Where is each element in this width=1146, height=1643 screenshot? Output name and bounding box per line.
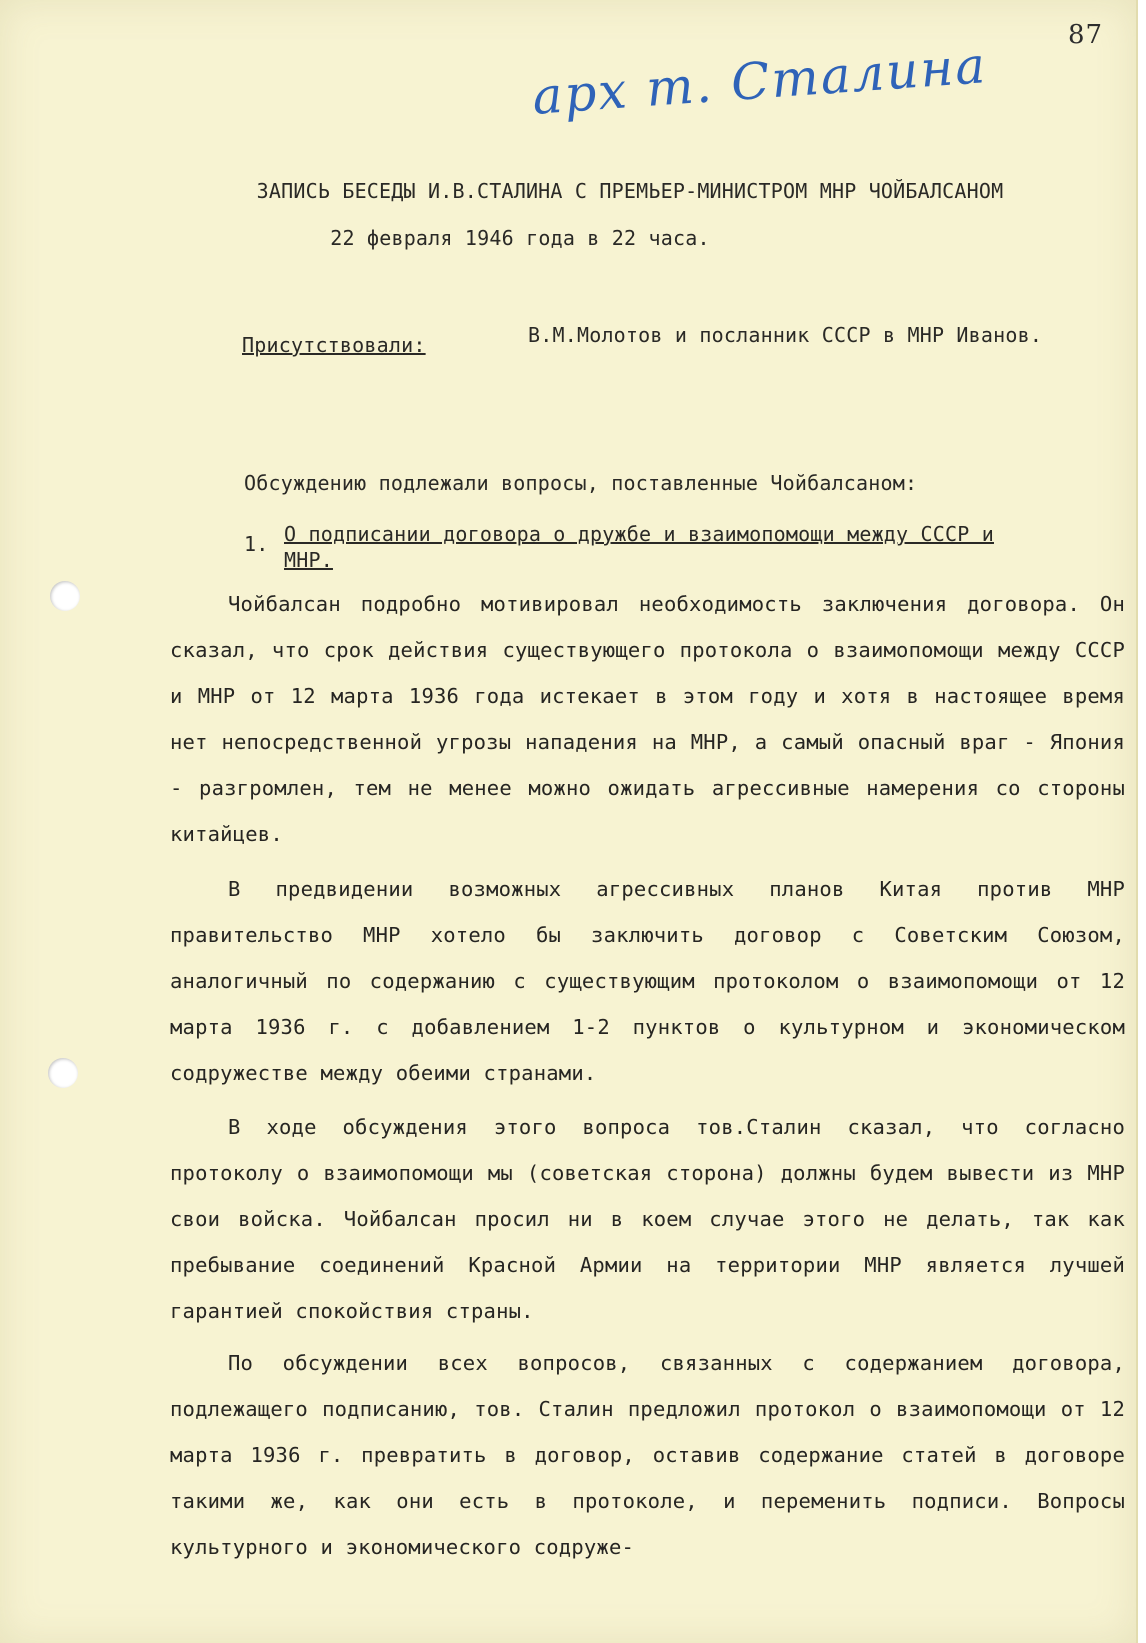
paragraph-1	[170, 581, 1125, 857]
paragraph-4	[170, 1340, 1125, 1570]
attendees-label: Присутствовали:	[242, 333, 426, 357]
paragraph-text: В предвидении возможных агрессивных планов Китая против МНР правительство МНР хотело бы заключить договор с Советским Союзом, аналогичный по содержанию с существующим протоколом о взаимопомощи от 12 марта 1936 г. с добавлением 1-2 пунктов о культурном и экономическом содружестве между обеими странами.	[170, 877, 1125, 1085]
document-date: 22 февраля 1946 года в 22 часа.	[330, 226, 710, 250]
paragraph-2	[170, 866, 1125, 1096]
paragraph-text: По обсуждении всех вопросов, связанных с содержанием договора, подлежащего подписанию, тов. Сталин предложил протокол о взаимопомощи от 12 марта 1936 г. превратить в договор, оставив содержание статей в договоре такими же, как они есть в протоколе, и переменить подписи. Вопросы культурного и экономического содруже-	[170, 1351, 1125, 1559]
paragraph-text: Чойбалсан подробно мотивировал необходимость заключения договора. Он сказал, что срок действия существующего протокола о взаимопомощи между СССР и МНР от 12 марта 1936 года истекает в этом году и хотя в настоящее время нет непосредственной угрозы нападения на МНР, а самый опасный враг - Япония - разгромлен, тем не менее можно ожидать агрессивные намерения со стороны китайцев.	[170, 592, 1125, 846]
attendees-text: В.М.Молотов и посланник СССР в МНР Иванов.	[528, 323, 1043, 347]
punch-hole-top	[50, 581, 80, 611]
document-title: ЗАПИСЬ БЕСЕДЫ И.В.СТАЛИНА С ПРЕМЬЕР-МИНИСТРОМ МНР ЧОЙБАЛСАНОМ	[256, 179, 1004, 203]
paragraph-3	[170, 1104, 1125, 1334]
page-number: 87	[1068, 20, 1104, 50]
punch-hole-bottom	[48, 1058, 78, 1088]
paragraph-text: В ходе обсуждения этого вопроса тов.Сталин сказал, что согласно протоколу о взаимопомощи мы (советская сторона) должны будем вывести из МНР свои войска. Чойбалсан просил ни в коем случае этого не делать, так как пребывание соединений Красной Армии на территории МНР является лучшей гарантией спокойствия страны.	[170, 1115, 1125, 1323]
agenda-item-title: О подписании договора о дружбе и взаимопомощи между СССР и МНР.	[284, 522, 994, 572]
handwritten-archive-note: арх т. Сталина	[530, 36, 989, 126]
agenda-intro: Обсуждению подлежали вопросы, поставленные Чойбалсаном:	[244, 471, 918, 495]
agenda-item-number: 1.	[244, 532, 269, 556]
